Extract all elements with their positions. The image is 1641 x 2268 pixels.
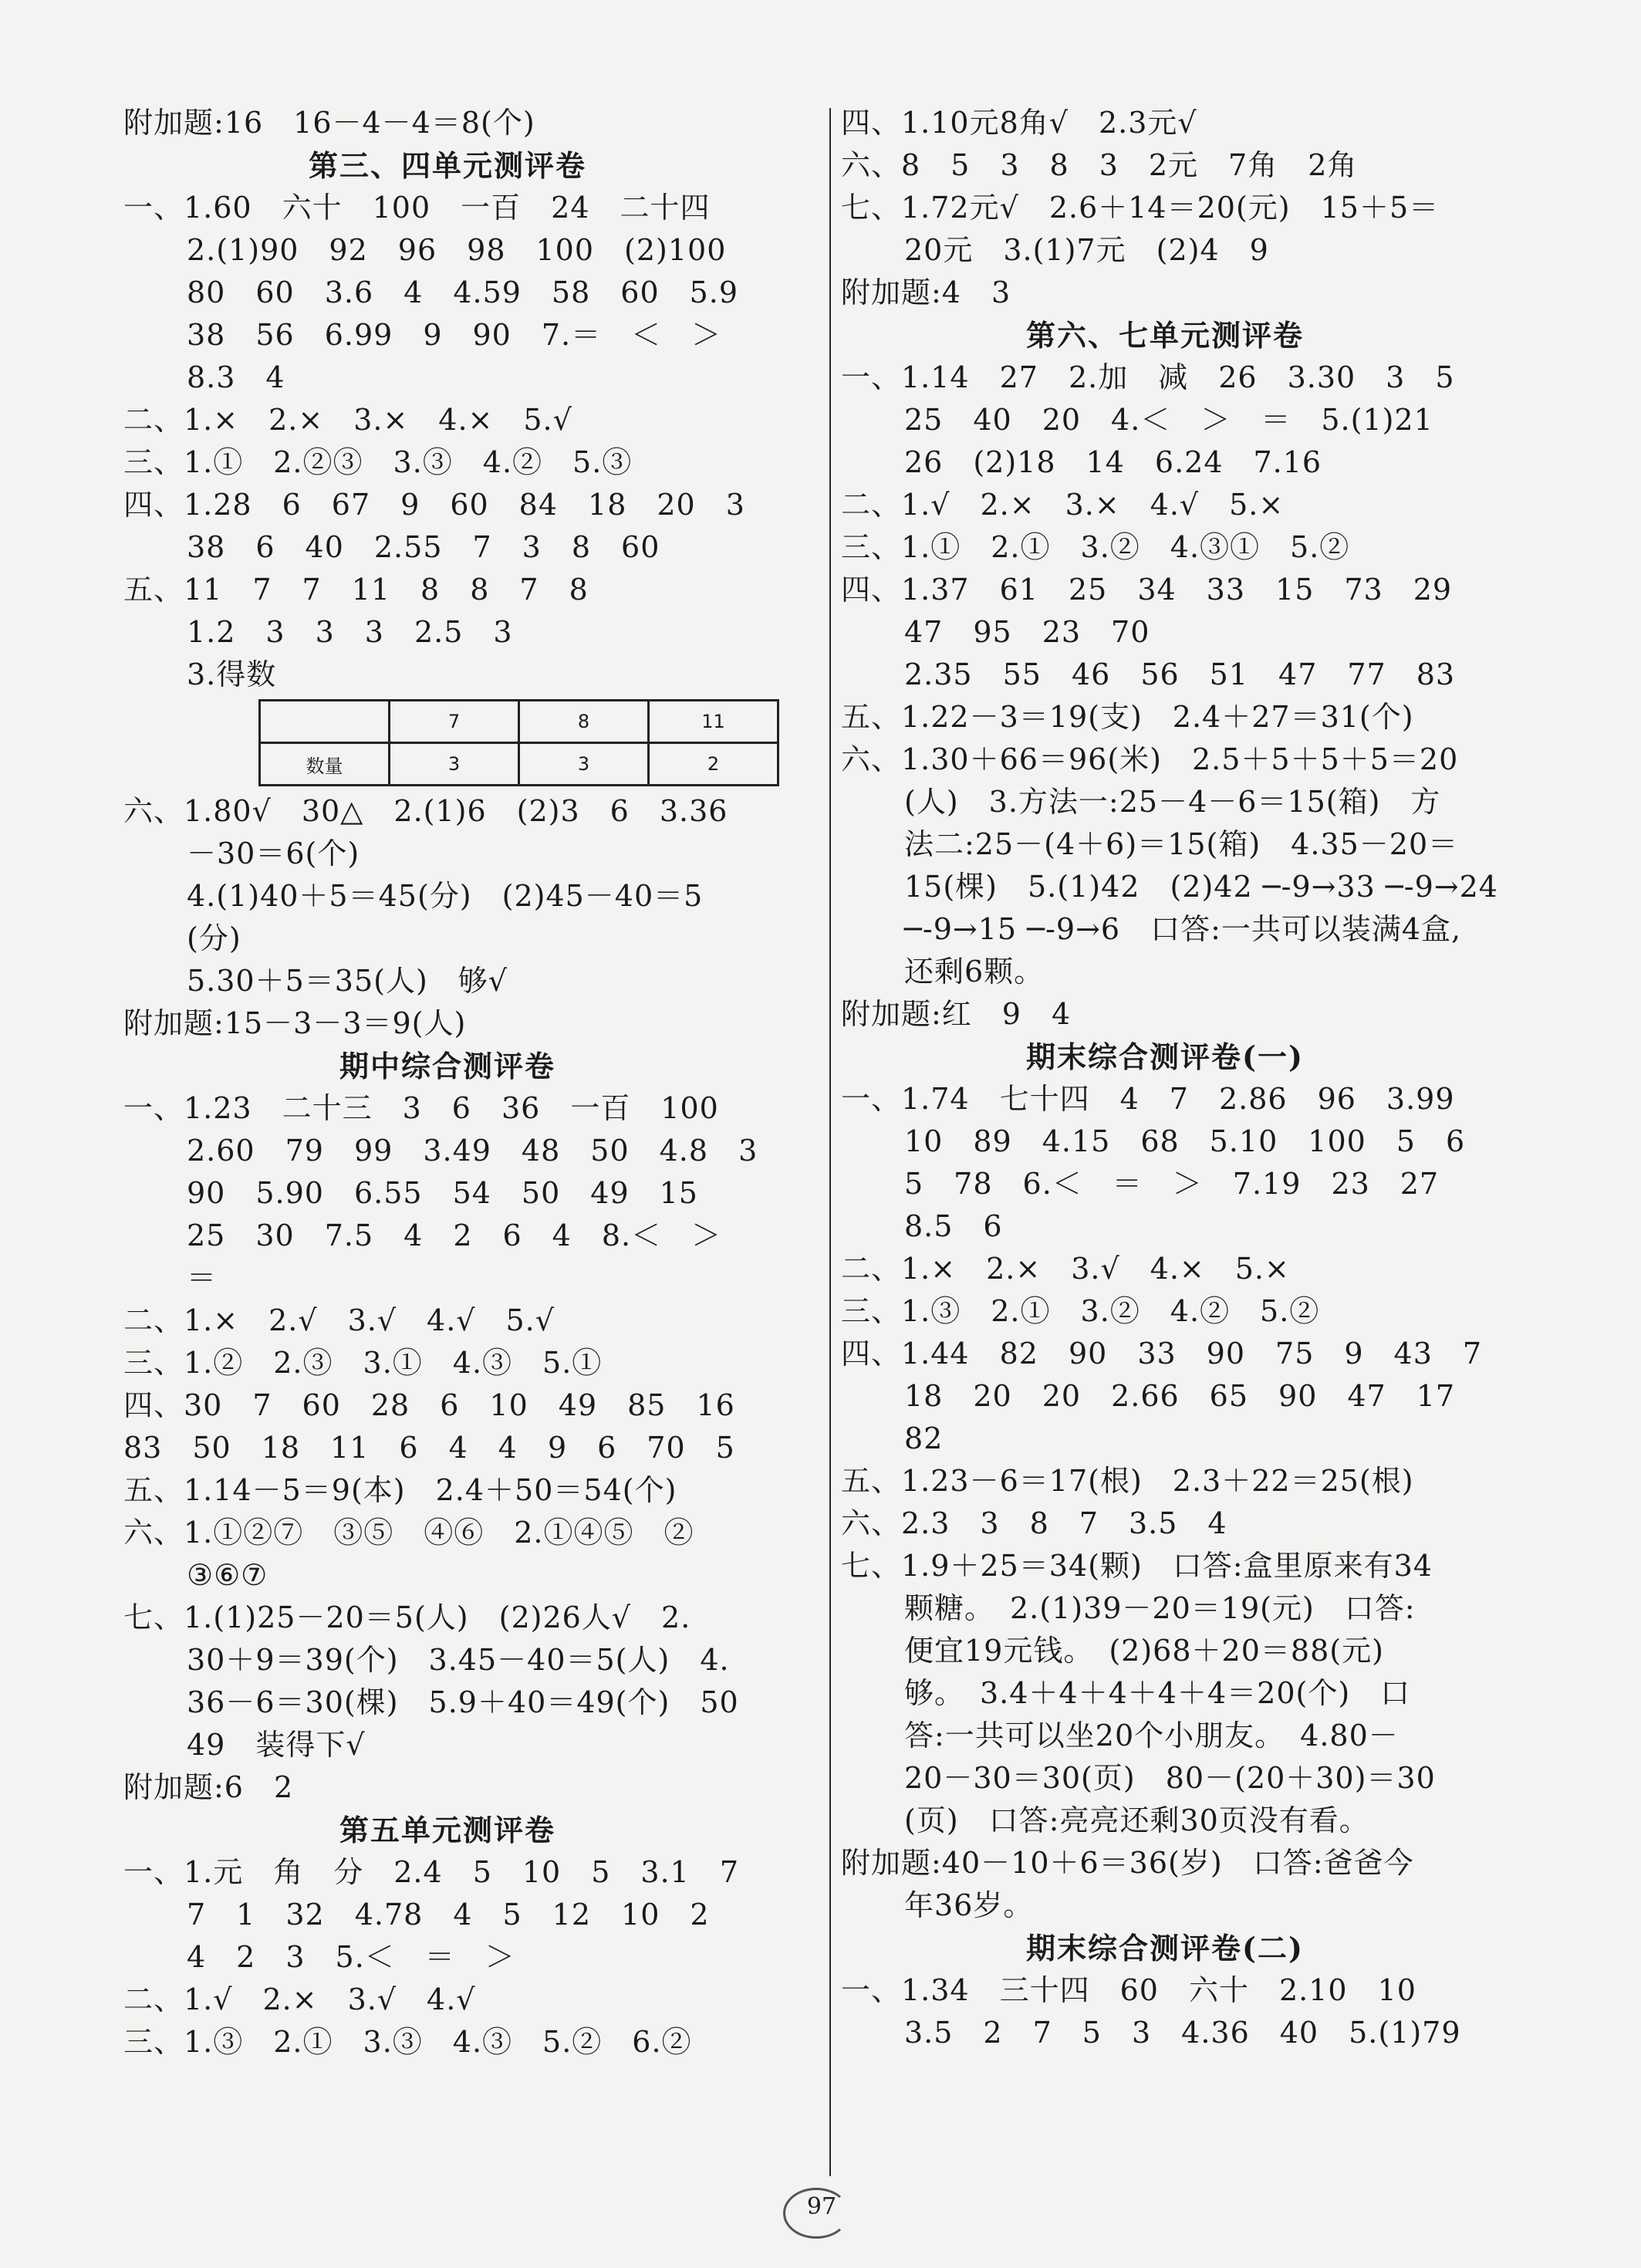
- answer-line: 47 95 23 70: [904, 615, 1150, 649]
- answer-line: 三、1.② 2.③ 3.① 4.③ 5.①: [123, 1346, 603, 1380]
- answer-line: ③⑥⑦: [187, 1558, 268, 1592]
- answer-line: 附加题:15－3－3＝9(人): [123, 1006, 467, 1040]
- score-table: [258, 699, 779, 786]
- answer-line: 二、1.√ 2.× 3.√ 4.√: [123, 1982, 476, 2016]
- column-divider: [829, 108, 831, 2176]
- answer-line: 4 2 3 5.＜ ＝ ＞: [187, 1940, 515, 1974]
- right-column: [841, 102, 1535, 2054]
- answer-line: 38 56 6.99 9 90 7.＝ ＜ ＞: [187, 318, 722, 352]
- answer-line: 8.5 6: [904, 1209, 1003, 1243]
- answer-line: (人) 3.方法一:25－4－6＝15(箱) 方: [904, 785, 1441, 819]
- answer-line: 20－30＝30(页) 80－(20＋30)＝30: [904, 1761, 1436, 1795]
- answer-line: 一、1.元 角 分 2.4 5 10 5 3.1 7: [123, 1855, 740, 1889]
- section-title: 第六、七单元测评卷: [1025, 318, 1304, 353]
- answer-line: 1.2 3 3 3 2.5 3: [187, 615, 513, 649]
- table-cell: 3: [390, 743, 519, 786]
- table-header-cell: [260, 701, 390, 743]
- answer-line: －30＝6(个): [187, 837, 360, 870]
- answer-line: 3.5 2 7 5 3 4.36 40 5.(1)79: [904, 2016, 1461, 2050]
- answer-line: 三、1.① 2.②③ 3.③ 4.② 5.③: [123, 445, 633, 479]
- answer-line: 六、1.①②⑦ ③⑤ ④⑥ 2.①④⑤ ②: [123, 1516, 694, 1550]
- answer-line: 49 装得下√: [187, 1728, 366, 1762]
- page-number: 97: [806, 2193, 837, 2220]
- answer-line: (页) 口答:亮亮还剩30页没有看。: [904, 1803, 1369, 1837]
- answer-line: 一、1.14 27 2.加 减 26 3.30 3 5: [841, 360, 1455, 394]
- answer-line: 七、1.(1)25－20＝5(人) (2)26人√ 2.: [123, 1600, 691, 1634]
- answer-line: 二、1.√ 2.× 3.× 4.√ 5.×: [841, 488, 1285, 522]
- answer-line: ─-9→15 ─-9→6 口答:一共可以装满4盒,: [904, 912, 1462, 946]
- answer-line: 七、1.9＋25＝34(颗) 口答:盒里原来有34: [841, 1549, 1433, 1583]
- table-cell: 3: [519, 743, 649, 786]
- answer-line: 法二:25－(4＋6)＝15(箱) 4.35－20＝: [904, 827, 1459, 861]
- answer-line: 四、1.10元8角√ 2.3元√: [841, 106, 1197, 140]
- answer-line: 2.35 55 46 56 51 47 77 83: [904, 657, 1456, 691]
- answer-line: 一、1.60 六十 100 一百 24 二十四: [123, 191, 711, 225]
- answer-line: 二、1.× 2.√ 3.√ 4.√ 5.√: [123, 1303, 555, 1337]
- answer-line: 四、1.28 6 67 9 60 84 18 20 3: [123, 488, 745, 522]
- answer-line: 15(棵) 5.(1)42 (2)42 ─-9→33 ─-9→24: [904, 870, 1498, 904]
- answer-line: 二、1.× 2.× 3.× 4.× 5.√: [123, 403, 572, 437]
- answer-line: 二、1.× 2.× 3.√ 4.× 5.×: [841, 1252, 1290, 1286]
- answer-line: (分): [187, 921, 241, 955]
- table-header-cell: 8: [519, 701, 649, 743]
- answer-line: 五、1.23－6＝17(根) 2.3＋22＝25(根): [841, 1464, 1414, 1498]
- table-row: [260, 743, 778, 786]
- answer-line: 25 40 20 4.＜ ＞ ＝ 5.(1)21: [904, 403, 1433, 437]
- answer-line: 附加题:红 9 4: [841, 997, 1072, 1031]
- answer-line: 2.60 79 99 3.49 48 50 4.8 3: [187, 1134, 758, 1168]
- score-table-wrap: [123, 696, 818, 790]
- answer-line: 三、1.③ 2.① 3.② 4.② 5.②: [841, 1294, 1320, 1328]
- answer-line: 五、11 7 7 11 8 8 7 8: [123, 573, 589, 607]
- answer-line: 六、1.80√ 30△ 2.(1)6 (2)3 6 3.36: [123, 794, 728, 828]
- section-title: 期末综合测评卷(二): [1026, 1931, 1304, 1965]
- answer-line: 够。 3.4＋4＋4＋4＋4＝20(个) 口: [904, 1676, 1411, 1710]
- answer-line: 5 78 6.＜ ＝ ＞ 7.19 23 27: [904, 1167, 1440, 1201]
- section-title: 期中综合测评卷: [339, 1049, 555, 1083]
- answer-line: 30＋9＝39(个) 3.45－40＝5(人) 4.: [187, 1643, 730, 1677]
- answer-line: 还剩6颗。: [904, 955, 1045, 989]
- answer-line: 七、1.72元√ 2.6＋14＝20(元) 15＋5＝: [841, 191, 1440, 225]
- answer-line: 四、1.44 82 90 33 90 75 9 43 7: [841, 1337, 1483, 1371]
- answer-line: 四、30 7 60 28 6 10 49 85 16: [123, 1388, 735, 1422]
- answer-line: 80 60 3.6 4 4.59 58 60 5.9: [187, 275, 739, 309]
- answer-line: 10 89 4.15 68 5.10 100 5 6: [904, 1124, 1466, 1158]
- section-title: 第三、四单元测评卷: [308, 148, 586, 183]
- answer-line: 82: [904, 1421, 944, 1455]
- answer-line: 年36岁。: [904, 1888, 1034, 1922]
- answer-line: 答:一共可以坐20个小朋友。 4.80－: [904, 1719, 1399, 1753]
- answer-line: 六、1.30＋66＝96(米) 2.5＋5＋5＋5＝20: [841, 742, 1459, 776]
- answer-line: 18 20 20 2.66 65 90 47 17: [904, 1379, 1456, 1413]
- answer-line: 一、1.74 七十四 4 7 2.86 96 3.99: [841, 1082, 1455, 1116]
- answer-line: 一、1.23 二十三 3 6 36 一百 100: [123, 1091, 719, 1125]
- answer-line: 7 1 32 4.78 4 5 12 10 2: [187, 1898, 710, 1932]
- answer-line: 三、1.③ 2.① 3.③ 4.③ 5.② 6.②: [123, 2025, 692, 2059]
- answer-line: 五、1.22－3＝19(支) 2.4＋27＝31(个): [841, 700, 1414, 734]
- answer-line: 25 30 7.5 4 2 6 4 8.＜ ＞: [187, 1219, 722, 1252]
- answer-line: 附加题:6 2: [123, 1770, 294, 1804]
- answer-line: 3.得数: [187, 657, 277, 691]
- table-row: [260, 701, 778, 743]
- answer-line: 8.3 4: [187, 360, 285, 394]
- table-header-cell: 7: [390, 701, 519, 743]
- answer-line: 5.30＋5＝35(人) 够√: [187, 964, 508, 998]
- answer-line: 36－6＝30(棵) 5.9＋40＝49(个) 50: [187, 1685, 739, 1719]
- answer-line: 便宜19元钱。 (2)68＋20＝88(元): [904, 1634, 1384, 1668]
- section-title: 第五单元测评卷: [339, 1813, 555, 1847]
- answer-line: 2.(1)90 92 96 98 100 (2)100: [187, 233, 727, 267]
- answer-line: 83 50 18 11 6 4 4 9 6 70 5: [123, 1431, 735, 1465]
- answer-line: 26 (2)18 14 6.24 7.16: [904, 445, 1322, 479]
- answer-line: 五、1.14－5＝9(本) 2.4＋50＝54(个): [123, 1473, 677, 1507]
- answer-line: 附加题:16 16－4－4＝8(个): [123, 106, 535, 140]
- answer-line: 六、2.3 3 8 7 3.5 4: [841, 1506, 1227, 1540]
- table-cell: 2: [649, 743, 778, 786]
- answer-line: 附加题:40－10＋6＝36(岁) 口答:爸爸今: [841, 1846, 1414, 1880]
- answer-line: ＝: [187, 1261, 218, 1295]
- table-header-cell: 11: [649, 701, 778, 743]
- table-cell: 数量: [260, 743, 390, 786]
- answer-line: 六、8 5 3 8 3 2元 7角 2角: [841, 148, 1358, 182]
- answer-line: 4.(1)40＋5＝45(分) (2)45－40＝5: [187, 879, 704, 913]
- answer-line: 颗糖。 2.(1)39－20＝19(元) 口答:: [904, 1591, 1416, 1625]
- answer-line: 四、1.37 61 25 34 33 15 73 29: [841, 573, 1453, 607]
- answer-line: 20元 3.(1)7元 (2)4 9: [904, 233, 1269, 267]
- section-title: 期末综合测评卷(一): [1026, 1039, 1304, 1074]
- answer-line: 90 5.90 6.55 54 50 49 15: [187, 1176, 698, 1210]
- answer-line: 一、1.34 三十四 60 六十 2.10 10: [841, 1973, 1416, 2007]
- answer-line: 三、1.① 2.① 3.② 4.③① 5.②: [841, 530, 1350, 564]
- answer-line: 附加题:4 3: [841, 275, 1011, 309]
- left-column: [123, 102, 818, 2064]
- answer-line: 38 6 40 2.55 7 3 8 60: [187, 530, 660, 564]
